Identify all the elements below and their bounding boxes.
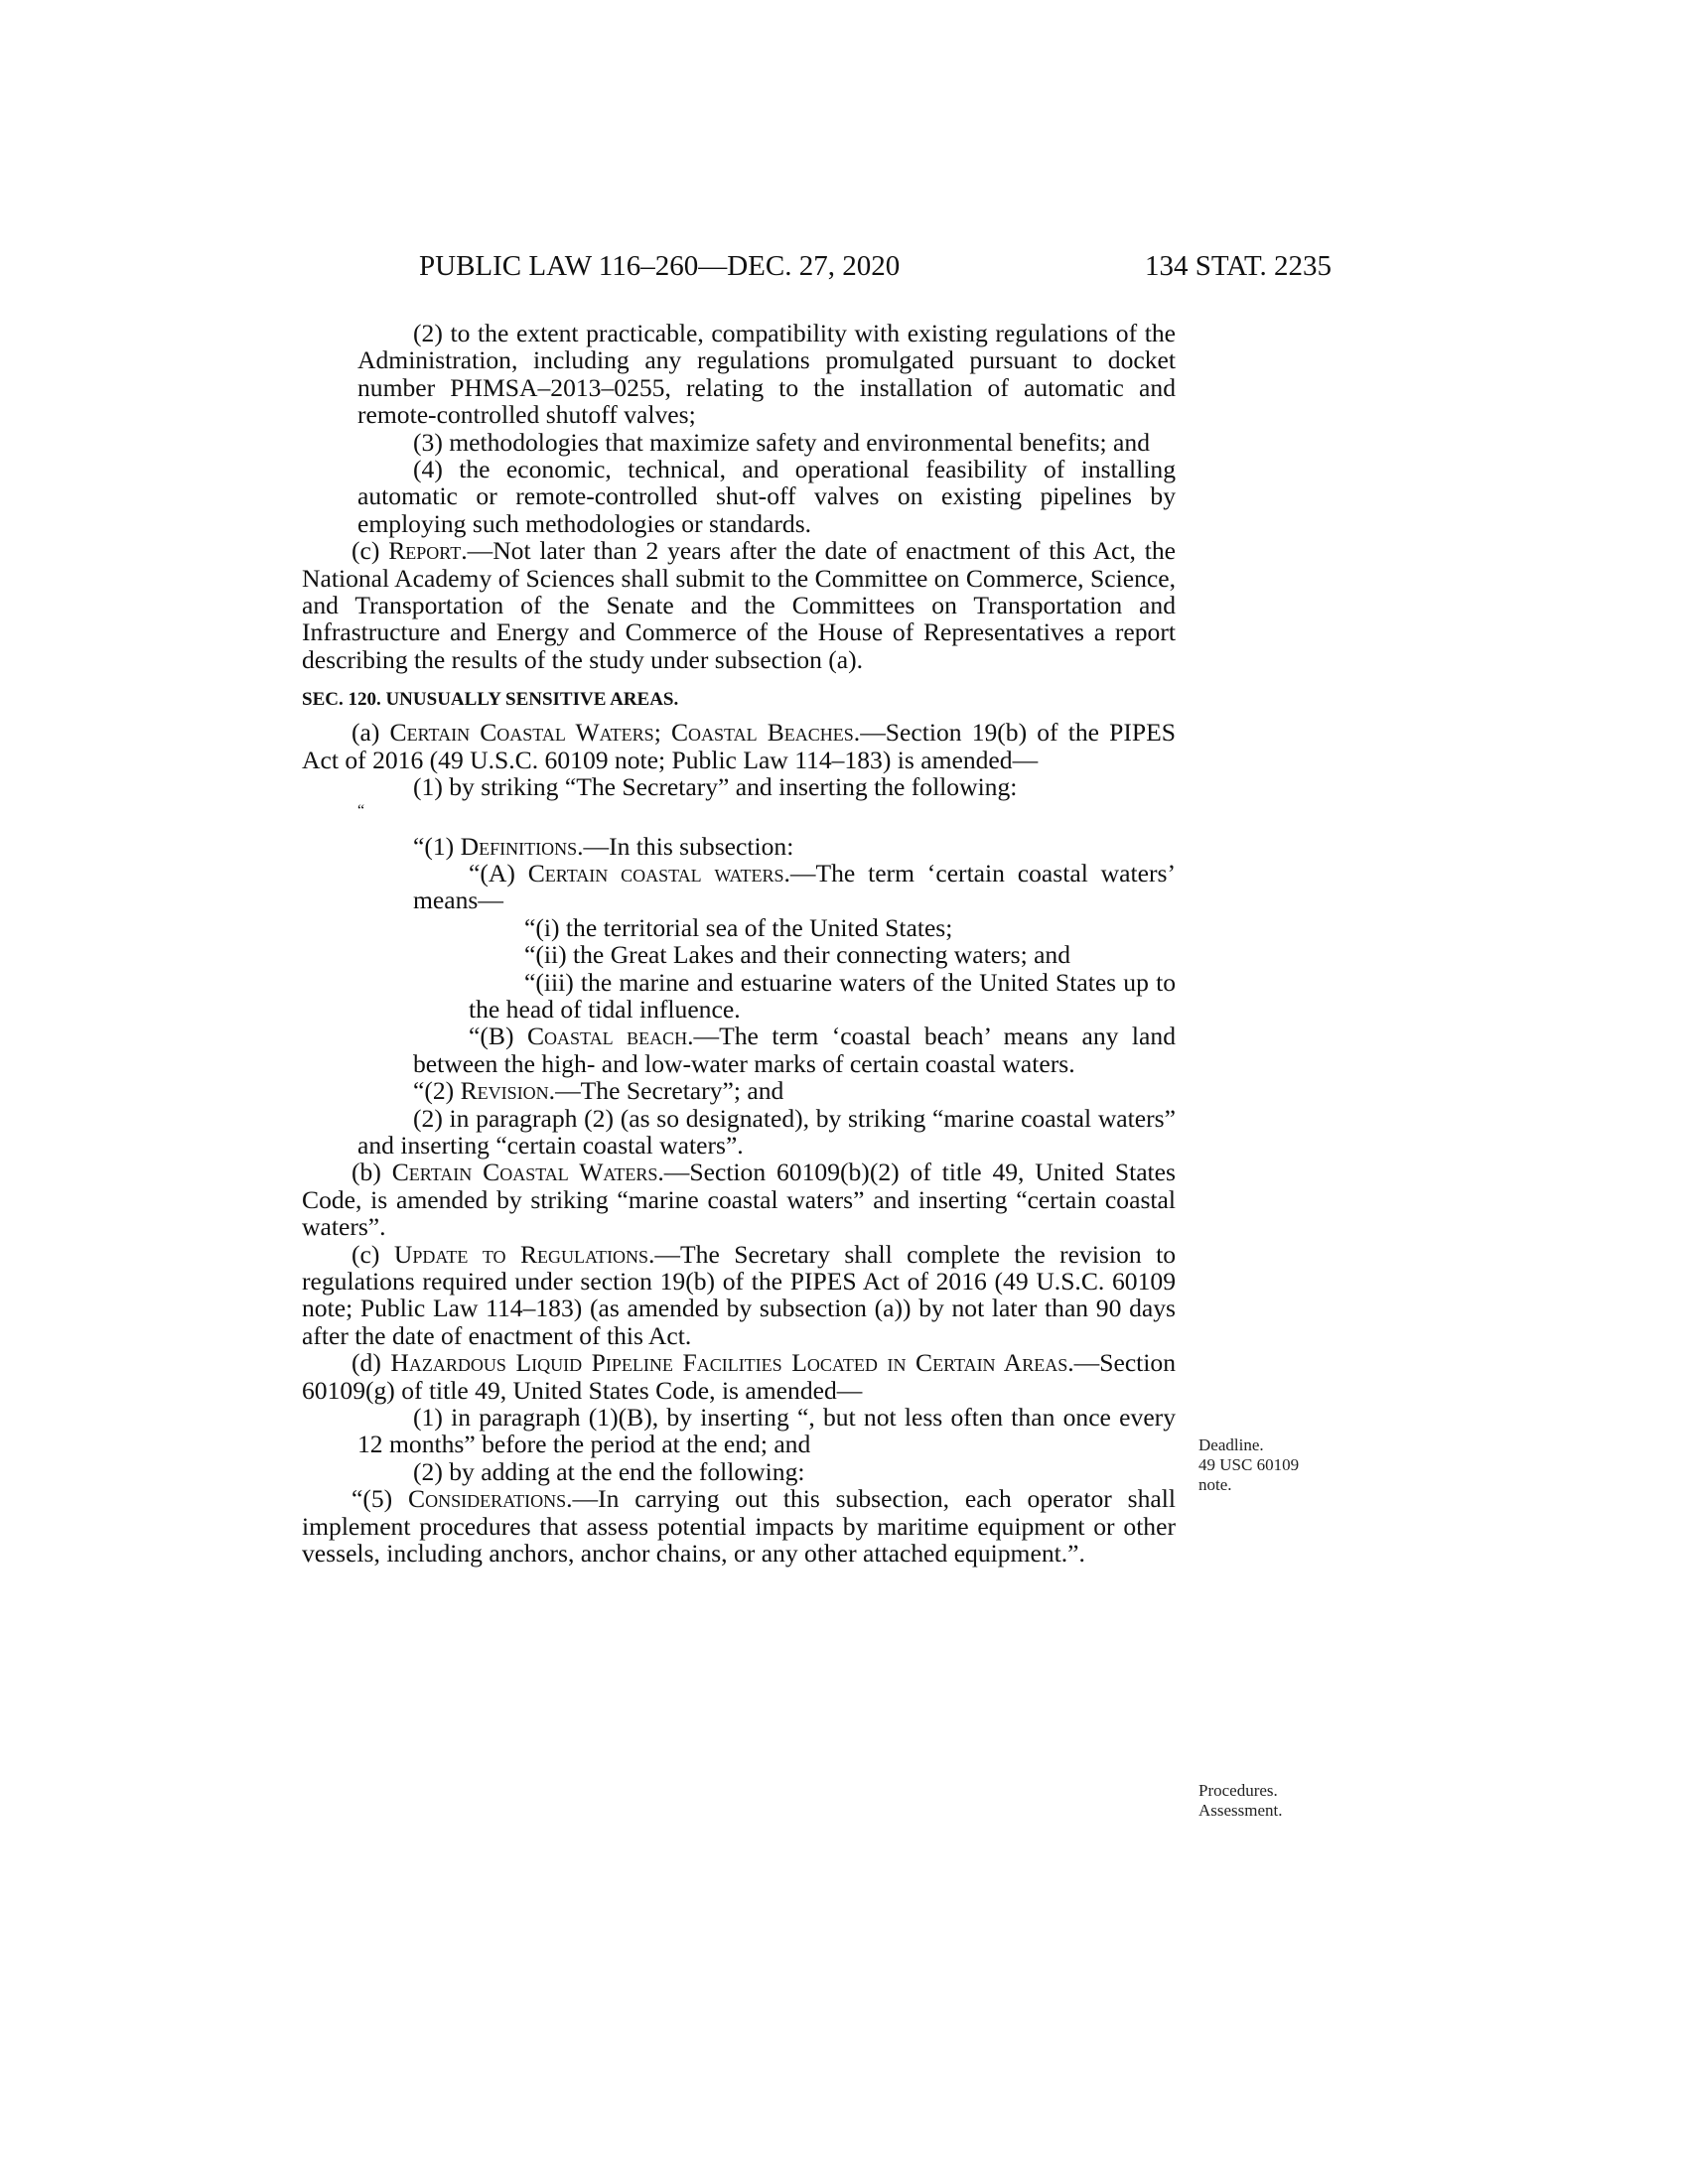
caption: Certain coastal waters.	[527, 858, 790, 887]
paragraph: (2) by adding at the end the following:	[413, 1456, 805, 1486]
section-heading: SEC. 120. UNUSUALLY SENSITIVE AREAS.	[302, 689, 679, 711]
caption: Report.	[388, 536, 468, 566]
margin-note-line: Procedures.	[1198, 1781, 1278, 1800]
paragraph: (2) to the extent practicable, compatibility with existing regulations of the Administration, including any regulations promulgated pursuant to docket number PHMSA–2013–0255, relating to the installation of automatic and remote-controlled shutoff valves;	[357, 319, 1176, 430]
margin-note-line: 49 USC 60109	[1198, 1455, 1300, 1474]
paragraph: (b) Certain Coastal Waters.—Section 60109(b)(2) of title 49, United States Code, is amended by striking “marine coastal waters” and inserting “certain coastal waters”.	[302, 1158, 1176, 1242]
header-stat-page: 134 STAT. 2235	[1145, 250, 1333, 282]
paragraph: (1) by striking “The Secretary” and inserting the following:	[413, 772, 1018, 802]
caption: Definitions.	[460, 831, 584, 861]
caption: Certain Coastal Waters; Coastal Beaches.	[389, 718, 861, 748]
caption: Revision.	[460, 1076, 556, 1106]
page-header	[0, 250, 1688, 290]
margin-note-line: Deadline.	[1198, 1435, 1264, 1454]
paragraph: “(ii) the Great Lakes and their connecting waters; and	[524, 940, 1071, 970]
caption: Hazardous Liquid Pipeline Facilities Located in Certain Areas.	[390, 1348, 1074, 1378]
paragraph: “(i) the territorial sea of the United States;	[524, 912, 953, 942]
quote-mark: “	[357, 801, 365, 819]
margin-note-procedures	[1198, 1781, 1347, 1821]
margin-note-line: Assessment.	[1198, 1801, 1283, 1820]
paragraph: (a) Certain Coastal Waters; Coastal Beaches.—Section 19(b) of the PIPES Act of 2016 (49 U.S.C. 60109 note; Public Law 114–183) is amended—	[302, 718, 1176, 774]
paragraph: (4) the economic, technical, and operational feasibility of installing automatic or remote-controlled shut-off valves on existing pipelines by employing such methodologies or standards.	[357, 455, 1176, 538]
caption: Coastal beach.	[526, 1022, 694, 1051]
caption: Considerations.	[408, 1484, 573, 1514]
paragraph-report: (c) Report.—Not later than 2 years after the date of enactment of this Act, the National Academy of Sciences shall submit to the Committee on Commerce, Science, and Transportation of the Senate and the Committees on Transportation and Infrastructure and Energy and Commerce of the House of Representatives a report describing the results of the study under subsection (a).	[302, 536, 1176, 674]
paragraph: (1) in paragraph (1)(B), by inserting “, but not less often than once every 12 months” before the period at the end; and	[357, 1403, 1176, 1459]
caption: Certain Coastal Waters.	[391, 1158, 664, 1187]
margin-note-line: note.	[1198, 1475, 1232, 1494]
paragraph: “(A) Certain coastal waters.—The term ‘certain coastal waters’ means—	[413, 858, 1176, 915]
header-title: PUBLIC LAW 116–260—DEC. 27, 2020	[419, 250, 901, 282]
margin-note-deadline	[1198, 1435, 1347, 1495]
paragraph: “(2) Revision.—The Secretary”; and	[413, 1076, 784, 1106]
paragraph: (2) in paragraph (2) (as so designated), by striking “marine coastal waters” and inserting “certain coastal waters”.	[357, 1103, 1176, 1160]
paragraph-update-regulations: (c) Update to Regulations.—The Secretary shall complete the revision to regulations required under section 19(b) of the PIPES Act of 2016 (49 U.S.C. 60109 note; Public Law 114–183) (as amended by subsection (a)) by not later than 90 days after the date of enactment of this Act.	[302, 1239, 1176, 1350]
paragraph: (d) Hazardous Liquid Pipeline Facilities Located in Certain Areas.—Section 60109(g) of title 49, United States Code, is amended—	[302, 1348, 1176, 1405]
paragraph: “(1) Definitions.—In this subsection:	[413, 831, 794, 861]
paragraph: “(B) Coastal beach.—The term ‘coastal beach’ means any land between the high- and low-water marks of certain coastal waters.	[413, 1022, 1176, 1078]
caption: Update to Regulations.	[393, 1239, 655, 1269]
body-text	[302, 320, 1176, 1567]
paragraph-considerations: “(5) Considerations.—In carrying out this subsection, each operator shall implement procedures that assess potential impacts by maritime equipment or other vessels, including anchors, anchor chains, or any other attached equipment.”.	[302, 1484, 1176, 1569]
paragraph: (3) methodologies that maximize safety and environmental benefits; and	[413, 427, 1150, 457]
paragraph: “(iii) the marine and estuarine waters of the United States up to the head of tidal influence.	[469, 967, 1176, 1024]
